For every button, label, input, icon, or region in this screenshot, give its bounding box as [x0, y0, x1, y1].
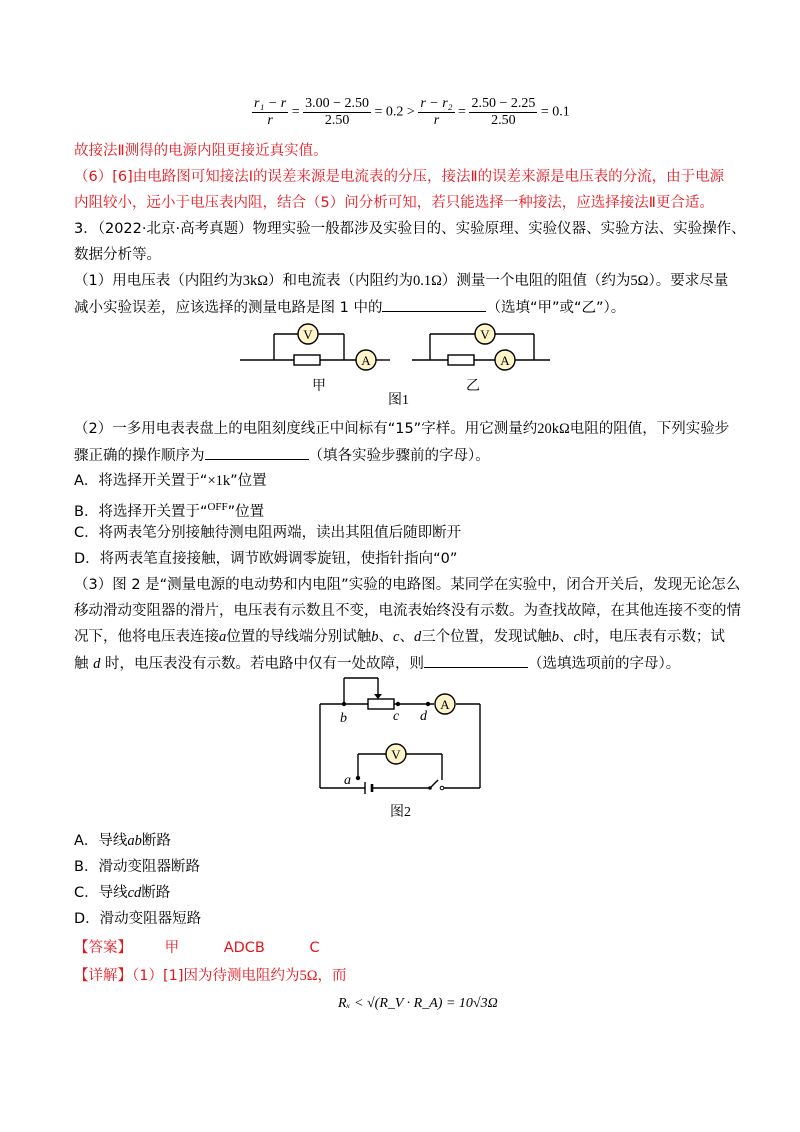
figure-2-wires	[320, 678, 480, 788]
fraction-2: $\frac{3.00 - 2.50}{2.50}$	[305, 96, 370, 128]
equation-mid: = 0.2 >	[374, 104, 415, 120]
svg-text:V: V	[303, 327, 313, 342]
conclusion-line-3: 内阻较小，远小于电压表内阻，结合（5）问分析可知，若只能选择一种接法，应选择接法Ⅱ更合适。	[74, 195, 714, 211]
answer-blank-1[interactable]	[382, 297, 486, 312]
svg-text:A: A	[500, 353, 510, 368]
fault-option-c: C．导线cd断路	[74, 885, 171, 901]
svg-text:V: V	[480, 327, 490, 342]
svg-text:A: A	[440, 697, 450, 712]
fraction-3: $\frac{\text{r − r₂}}{r}$	[420, 96, 453, 128]
answer-1: 甲	[164, 940, 180, 956]
equation-end: = 0.1	[540, 104, 570, 120]
ammeter-fig2	[435, 694, 455, 714]
part-1-line-2: 减小实验误差，应该选择的测量电路是图 1 中的 （选填“甲”或“乙”）。	[74, 297, 625, 318]
label-jia: 甲	[312, 379, 326, 394]
answer-line	[74, 938, 320, 958]
rheostat-slider-arrow	[374, 694, 382, 699]
rheostat-body	[368, 699, 394, 709]
label-c: c	[393, 709, 400, 724]
figure-2-circuit	[310, 674, 490, 822]
fraction-1: $\frac{\text{r₁ − r}}{r}$	[254, 96, 287, 128]
label-b: b	[340, 711, 347, 726]
ammeter-yi	[495, 350, 515, 370]
figure-1-caption: 图1	[388, 393, 409, 408]
fault-option-a: A．导线ab断路	[74, 833, 171, 849]
ammeter-jia	[356, 350, 376, 370]
answer-2: ADCB	[223, 940, 265, 956]
answer-tag: 【答案】	[74, 940, 132, 956]
step-option-d: D．将两表笔直接接触，调节欧姆调零旋钮，使指针指向“0”	[74, 551, 458, 567]
figure-1-circuits	[240, 318, 560, 410]
label-yi: 乙	[466, 379, 480, 394]
label-d: d	[420, 709, 427, 724]
part-3-line-3: 况下，他将电压表连接a位置的导线端分别试触b、c、d三个位置，发现试触b、c时，电压表有示数；试	[74, 629, 725, 645]
voltmeter-yi	[475, 324, 495, 344]
conclusion-line-1: 故接法Ⅱ测得的电源内阻更接近真实值。	[74, 143, 328, 159]
svg-text:A: A	[361, 353, 371, 368]
detail-formula: Rₓ < √(R_V · R_A) = 10√3Ω	[338, 996, 498, 1011]
part-2-line-2: 骤正确的操作顺序为 （填各实验步骤前的字母）。	[74, 445, 490, 466]
part-1-line-1: （1）用电压表（内阻约为3kΩ）和电流表（内阻约为0.1Ω）测量一个电阻的阻值（约为5Ω）。要求尽量	[74, 273, 729, 289]
part-2-line-1: （2）一多用电表表盘上的电阻刻度线正中间标有“15”字样。用它测量约20kΩ电阻的阻值，下列实验步	[74, 421, 730, 437]
answer-blank-2[interactable]	[205, 445, 309, 460]
figure-2-caption: 图2	[390, 805, 411, 820]
step-option-c: C．将两表笔分别接触待测电阻两端，读出其阻值后随即断开	[74, 525, 462, 541]
fault-option-b: B．滑动变阻器断路	[74, 859, 200, 875]
label-a: a	[344, 773, 351, 788]
answer-3: C	[309, 940, 320, 956]
step-option-b: B．将选择开关置于“$^{OFF}$”位置	[74, 501, 265, 520]
fault-option-d: D．滑动变阻器短路	[74, 911, 202, 927]
fraction-4: $\frac{2.50 - 2.25}{2.50}$	[471, 96, 536, 128]
part-3-line-4: 触 d 时，电压表没有示数。若电路中仅有一处故障，则 （选填选项前的字母）。	[74, 653, 680, 674]
step-option-a: A．将选择开关置于“×1k”位置	[74, 473, 267, 489]
voltmeter-fig2	[386, 744, 406, 764]
detail-line: 【详解】（1）[1]因为待测电阻约为5Ω，而	[74, 968, 347, 984]
part-3-line-2: 移动滑动变阻器的滑片，电压表有示数且不变，电流表始终没有示数。为查找故障，在其他连接不变的情	[74, 603, 741, 619]
conclusion-line-2: （6）[6]由电路图可知接法Ⅰ的误差来源是电流表的分压，接法Ⅱ的误差来源是电压表的分流，由于电源	[74, 169, 725, 185]
question-3-intro-1: 3．（2022·北京·高考真题）物理实验一般都涉及实验目的、实验原理、实验仪器、实验方法、实验操作、	[74, 221, 746, 237]
answer-blank-3[interactable]	[424, 653, 528, 668]
part-3-line-1: （3）图 2 是“测量电源的电动势和内电阻”实验的电路图。某同学在实验中，闭合开关后，发现无论怎么	[74, 577, 741, 593]
error-comparison-equation: $\frac{\text{r₁ − r}}{r}$ = $\frac{3.00 - 2.50}{2.50}$ = 0.2 > $\frac{\text{r − r₂}}{r}$ = $\frac{2.50 - 2.25}{2.50}$ = 0.1	[254, 96, 570, 128]
question-3-intro-2: 数据分析等。	[74, 247, 161, 263]
voltmeter-jia	[298, 324, 318, 344]
svg-text:V: V	[391, 747, 401, 762]
detail-tag: 【详解】	[74, 968, 132, 984]
